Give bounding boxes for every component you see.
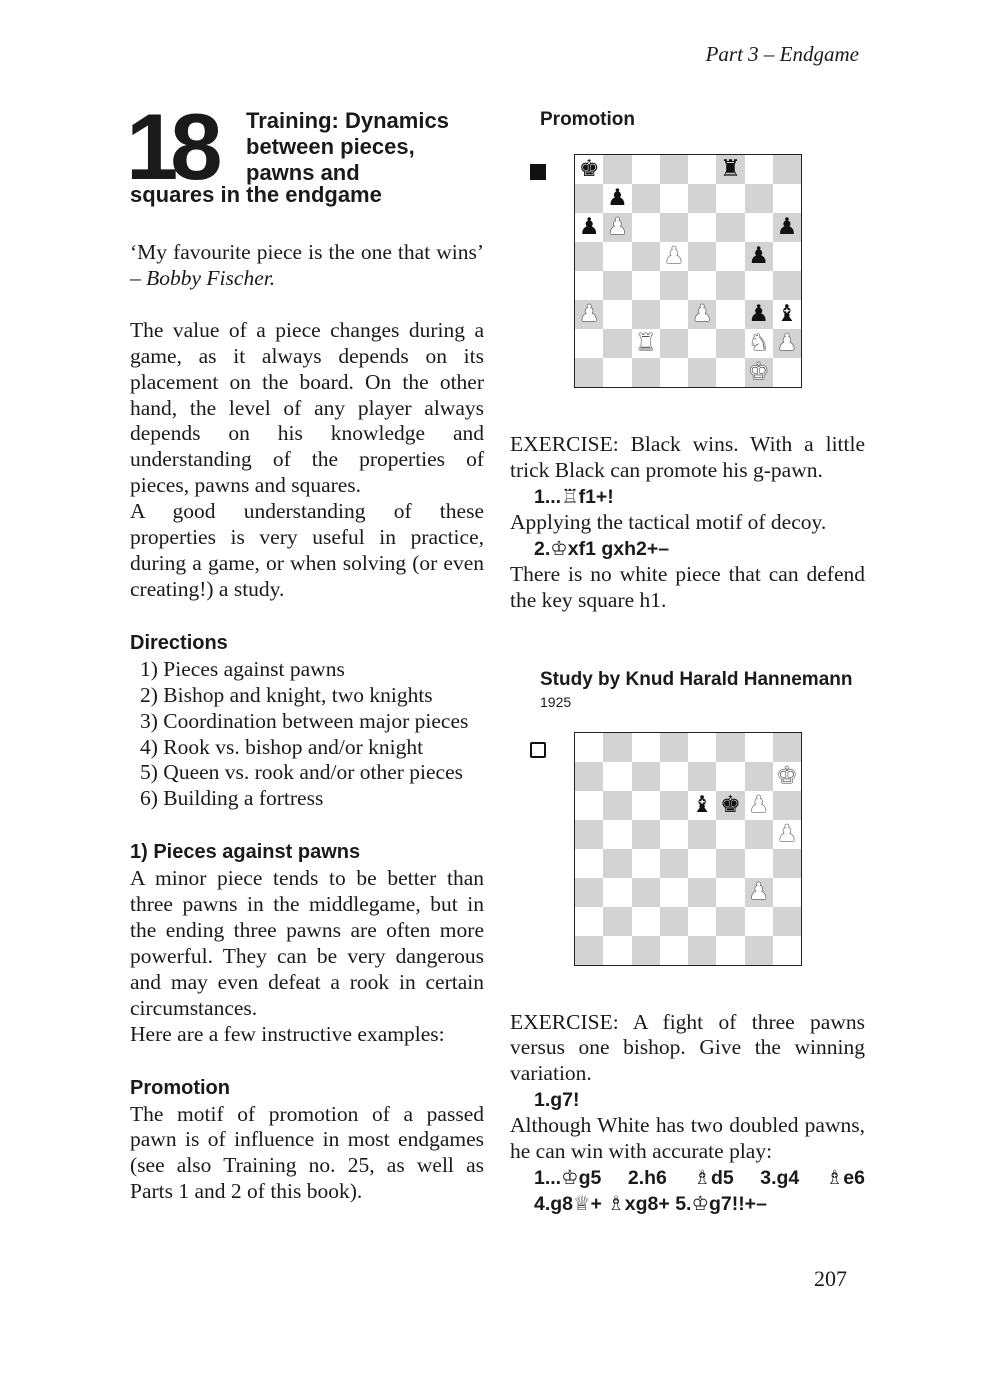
white-pawn-icon: ♟	[748, 791, 769, 818]
board-square	[660, 733, 688, 762]
board-square	[575, 936, 603, 965]
board-square	[716, 155, 744, 184]
board-square	[575, 300, 603, 329]
board-square	[745, 271, 773, 300]
board-square	[603, 791, 631, 820]
board-square	[773, 155, 801, 184]
page-number: 207	[814, 1266, 847, 1291]
chapter-title-continued: squares in the endgame	[130, 182, 382, 207]
exercise-text: EXERCISE: Black wins. With a little trick Black can promote his g-pawn.	[510, 432, 865, 482]
board-square	[575, 358, 603, 387]
board-square	[773, 271, 801, 300]
board-square	[660, 329, 688, 358]
board-square	[575, 242, 603, 271]
board-square	[688, 213, 716, 242]
board-square	[716, 849, 744, 878]
white-pawn-icon: ♟	[776, 330, 798, 356]
black-pawn-icon: ♟	[578, 214, 600, 240]
white-king-icon: ♚	[748, 359, 769, 385]
board-square	[632, 849, 660, 878]
epigraph	[130, 240, 484, 292]
board-square	[632, 155, 660, 184]
board-square	[575, 184, 603, 213]
board-square	[660, 155, 688, 184]
board-square	[716, 271, 744, 300]
board-square	[745, 358, 773, 387]
board-square	[773, 936, 801, 965]
directions-item-text: Rook vs. bishop and/or knight	[163, 734, 424, 759]
board-square	[575, 155, 603, 184]
chapter-header	[126, 94, 484, 214]
chapter-title: Training: Dynamics between pieces, pawns and	[246, 108, 449, 185]
board-square	[603, 878, 631, 907]
board-square	[603, 849, 631, 878]
board-square	[660, 849, 688, 878]
board-square	[716, 820, 744, 849]
board-square	[632, 733, 660, 762]
section-heading: 1) Pieces against pawns	[130, 841, 361, 864]
directions-item-text: Queen vs. rook and/or other pieces	[163, 760, 464, 785]
board-square	[632, 300, 660, 329]
board-square	[745, 791, 773, 820]
board-square	[773, 358, 801, 387]
board-square	[688, 184, 716, 213]
directions-item	[130, 760, 484, 786]
board-square	[716, 242, 744, 271]
chapter-number: 18	[126, 94, 215, 199]
directions-item-text: Bishop and knight, two knights	[163, 682, 433, 707]
board-square	[773, 849, 801, 878]
board-square	[632, 936, 660, 965]
diagram-1	[510, 154, 865, 388]
board-square	[660, 242, 688, 271]
running-head: Part 3 – Endgame	[705, 42, 859, 66]
directions-item	[130, 735, 484, 761]
directions-item-number: 3)	[140, 708, 164, 733]
board-square	[716, 358, 744, 387]
black-pawn-icon: ♟	[607, 185, 628, 211]
directions-list	[130, 657, 484, 812]
board-square	[716, 878, 744, 907]
black-king-icon: ♚	[578, 156, 600, 182]
directions-item-text: Pieces against pawns	[163, 656, 345, 681]
board-square	[745, 936, 773, 965]
diagram-title-2: Study by Knud Harald Hannemann	[540, 668, 853, 690]
board-square	[688, 329, 716, 358]
board-square	[575, 271, 603, 300]
move-line-3: 1.g7!	[534, 1089, 580, 1112]
black-rook-icon: ♜	[720, 156, 741, 182]
section-paragraph-2: Here are a few instructive examples:	[130, 1021, 445, 1046]
black-pawn-icon: ♟	[776, 214, 798, 240]
board-square	[688, 878, 716, 907]
board-square	[603, 820, 631, 849]
intro-paragraph-2: A good understanding of these properties is very useful in practice, during a game, or when solving (or even creating!) a study.	[130, 499, 484, 601]
board-square	[603, 155, 631, 184]
board-square	[632, 820, 660, 849]
board-square	[632, 358, 660, 387]
board-square	[745, 820, 773, 849]
board-square	[575, 762, 603, 791]
exercise-text-2: EXERCISE: A fight of three pawns versus one bishop. Give the winning variation.	[510, 1009, 865, 1086]
board-square	[716, 762, 744, 791]
comment-text-3: Although White has two doubled pawns, he can win with accurate play:	[510, 1113, 865, 1164]
board-square	[603, 300, 631, 329]
left-column	[126, 94, 484, 1205]
board-square	[632, 762, 660, 791]
black-king-icon: ♚	[720, 791, 741, 818]
board-square	[773, 878, 801, 907]
directions-item-number: 4)	[140, 734, 164, 759]
board-square	[688, 242, 716, 271]
board-square	[716, 213, 744, 242]
board-square	[603, 936, 631, 965]
board-square	[773, 184, 801, 213]
diagram-title: Promotion	[540, 109, 635, 130]
board-square	[660, 907, 688, 936]
comment-text-2: There is no white piece that can defend the key square h1.	[510, 561, 865, 612]
black-bishop-icon: ♝	[691, 791, 713, 818]
white-knight-icon: ♞	[748, 330, 769, 356]
board-square	[688, 271, 716, 300]
board-square	[745, 878, 773, 907]
directions-item-text: Coordination between major pieces	[163, 708, 469, 733]
board-square	[660, 300, 688, 329]
board-square	[688, 300, 716, 329]
board-square	[632, 791, 660, 820]
directions-item	[130, 657, 484, 683]
board-square	[688, 820, 716, 849]
board-square	[773, 733, 801, 762]
board-square	[632, 213, 660, 242]
directions-item-number: 1)	[140, 656, 164, 681]
board-square	[716, 300, 744, 329]
intro-paragraph: The value of a piece changes during a game, as it always depends on its placement on the board. On the other hand, the level of any player always depends on his knowledge and understanding of the properties of pieces, pawns and squares.	[130, 317, 484, 498]
white-pawn-icon: ♟	[578, 301, 600, 327]
comment-text: Applying the tactical motif of decoy.	[510, 509, 827, 534]
directions-item	[130, 709, 484, 735]
board-square	[575, 213, 603, 242]
white-rook-icon: ♜	[635, 330, 656, 356]
white-pawn-icon: ♟	[663, 243, 685, 269]
board-square	[575, 329, 603, 358]
board-square	[575, 849, 603, 878]
directions-heading: Directions	[130, 631, 228, 654]
board-square	[632, 907, 660, 936]
board-square	[575, 820, 603, 849]
white-pawn-icon: ♟	[776, 820, 798, 847]
diagram-2	[510, 732, 865, 966]
board-square	[660, 791, 688, 820]
variation-line: 1...♔g5 2.h6 ♗d5 3.g4 ♗e6	[534, 1167, 865, 1190]
board-square	[773, 762, 801, 791]
board-square	[745, 242, 773, 271]
board-square	[773, 300, 801, 329]
board-square	[745, 907, 773, 936]
chessboard	[574, 154, 802, 388]
board-square	[603, 358, 631, 387]
board-square	[716, 791, 744, 820]
board-square	[716, 184, 744, 213]
board-square	[632, 242, 660, 271]
board-square	[603, 907, 631, 936]
board-square	[745, 300, 773, 329]
board-square	[632, 271, 660, 300]
section-paragraph: A minor piece tends to be better than three pawns in the middlegame, but in the ending three pawns are often more powerful. They can be very dangerous and may even defeat a rook in certain circumstances.	[130, 866, 484, 1020]
board-square	[716, 936, 744, 965]
directions-item	[130, 786, 484, 812]
board-square	[773, 242, 801, 271]
board-square	[632, 329, 660, 358]
board-square	[660, 213, 688, 242]
board-square	[688, 358, 716, 387]
board-square	[773, 791, 801, 820]
board-square	[745, 733, 773, 762]
right-column	[510, 104, 865, 1217]
white-pawn-icon: ♟	[691, 301, 713, 327]
promotion-paragraph: The motif of promotion of a passed pawn is of influence in most endgames (see also Training no. 25, as well as Parts 1 and 2 of this book).	[130, 1101, 484, 1204]
board-square	[603, 762, 631, 791]
board-square	[688, 936, 716, 965]
board-square	[688, 791, 716, 820]
board-square	[603, 213, 631, 242]
board-square	[688, 849, 716, 878]
board-square	[603, 242, 631, 271]
move-line: 1...♖f1+!	[534, 485, 614, 508]
black-to-move-marker	[530, 164, 546, 180]
white-to-move-marker	[530, 742, 546, 758]
directions-item	[130, 683, 484, 709]
board-square	[773, 329, 801, 358]
board-square	[575, 733, 603, 762]
directions-item-text: Building a fortress	[163, 786, 324, 811]
board-square	[773, 907, 801, 936]
board-square	[632, 184, 660, 213]
board-square	[745, 155, 773, 184]
board-square	[745, 329, 773, 358]
board-square	[745, 213, 773, 242]
directions-item-number: 5)	[140, 760, 164, 785]
board-square	[575, 791, 603, 820]
board-square	[745, 849, 773, 878]
epigraph-text: ‘My favourite piece is the one that wins’ –	[130, 240, 484, 290]
board-square	[660, 184, 688, 213]
board-square	[660, 820, 688, 849]
board-square	[688, 907, 716, 936]
promotion-heading: Promotion	[130, 1076, 230, 1099]
white-pawn-icon: ♟	[748, 878, 769, 905]
board-square	[688, 762, 716, 791]
board-square	[632, 878, 660, 907]
directions-item-number: 2)	[140, 682, 164, 707]
board-square	[688, 155, 716, 184]
board-square	[773, 820, 801, 849]
board-square	[688, 733, 716, 762]
epigraph-author: Bobby Fischer.	[146, 265, 276, 290]
move-line-2: 2.♔xf1 gxh2+–	[534, 537, 670, 560]
board-square	[660, 762, 688, 791]
variation-line-2: 4.g8♕+ ♗xg8+ 5.♔g7!!+–	[534, 1193, 767, 1216]
black-pawn-icon: ♟	[748, 301, 769, 327]
board-square	[660, 878, 688, 907]
board-square	[660, 358, 688, 387]
board-square	[716, 907, 744, 936]
board-square	[603, 733, 631, 762]
chessboard-2	[574, 732, 802, 966]
board-square	[773, 213, 801, 242]
directions-item-number: 6)	[140, 786, 164, 811]
board-square	[603, 329, 631, 358]
white-pawn-icon: ♟	[607, 214, 628, 240]
board-square	[603, 271, 631, 300]
board-square	[575, 878, 603, 907]
black-pawn-icon: ♟	[748, 243, 769, 269]
board-square	[745, 184, 773, 213]
board-square	[716, 329, 744, 358]
board-square	[575, 907, 603, 936]
white-king-icon: ♚	[776, 762, 798, 789]
board-square	[660, 271, 688, 300]
board-square	[716, 733, 744, 762]
black-bishop-icon: ♝	[776, 301, 798, 327]
board-square	[603, 184, 631, 213]
diagram-year: 1925	[540, 693, 572, 710]
board-square	[745, 762, 773, 791]
board-square	[660, 936, 688, 965]
